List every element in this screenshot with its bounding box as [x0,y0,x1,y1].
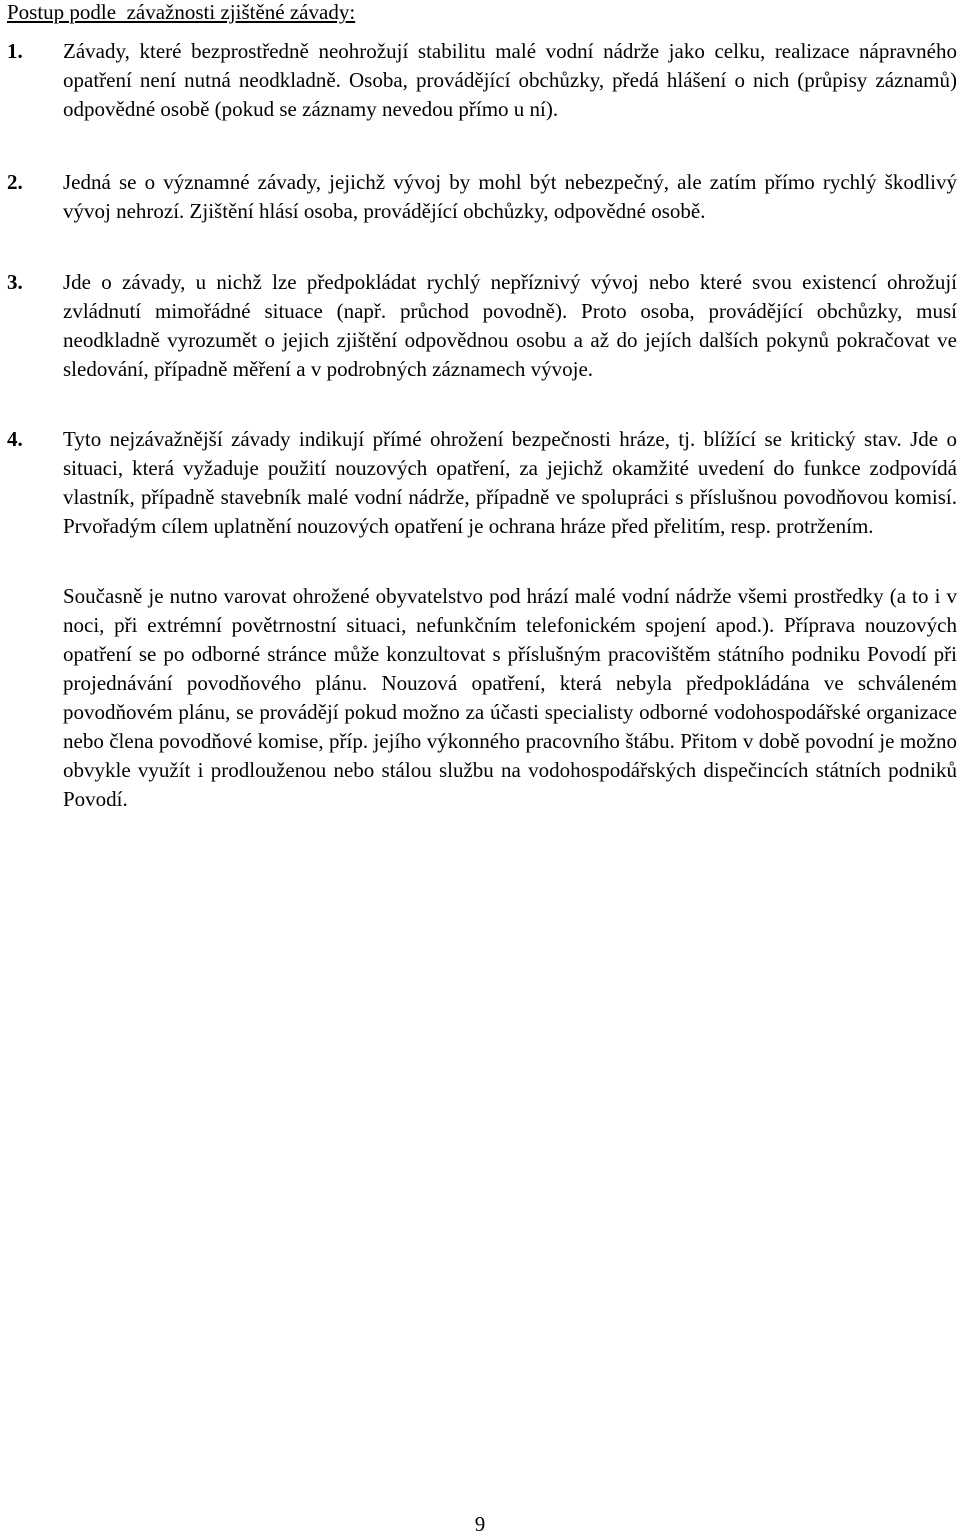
list-item-2 [0,168,957,226]
page-number: 9 [474,1512,486,1536]
list-item-number: 3. [7,270,23,294]
list-item-number: 1. [7,39,23,63]
list-item-text: Jedná se o významné závady, jejichž vývoj by mohl být nebezpečný, ale zatím přímo rychlý škodlivý vývoj nehrozí. Zjištění hlásí osoba, provádějící obchůzky, odpovědné osobě. [63,170,957,223]
body-paragraph: Současně je nutno varovat ohrožené obyvatelstvo pod hrází malé vodní nádrže všemi prostředky (a to i v noci, při extrémní povětrnostní situaci, nefunkčním telefonickém spojení apod.). Příprava nouzových opatření se po odborné stránce může konzultovat s příslušným pracovištěm státního podniku Povodí při projednávání povodňového plánu. Nouzová opatření, která nebyla předpokládána ve schváleném povodňovém plánu, se provádějí pokud možno za účasti specialisty odborné vodohospodářské organizace nebo člena povodňové komise, příp. jejího výkonného pracovního štábu. Přitom v době povodní je možno obvykle využít i prodlouženou nebo stálou službu na vodohospodářských dispečincích státních podniků Povodí. [63,584,957,811]
list-item-text: Závady, které bezprostředně neohrožují stabilitu malé vodní nádrže jako celku, realizace nápravného opatření není nutná neodkladně. Osoba, provádějící obchůzky, předá hlášení o nich (průpisy záznamů) odpovědné osobě (pokud se záznamy nevedou přímo u ní). [63,39,957,121]
list-item-1 [0,37,957,124]
list-item-text: Tyto nejzávažnější závady indikují přímé ohrožení bezpečnosti hráze, tj. blížící se kritický stav. Jde o situaci, která vyžaduje použití nouzových opatření, za jejichž okamžité uvedení do funkce zodpovídá vlastník, případně stavebník malé vodní nádrže, případně ve spolupráci s příslušnou povodňovou komisí. Prvořadým cílem uplatnění nouzových opatření je ochrana hráze před přelitím, resp. protržením. [63,427,957,538]
list-item-number: 2. [7,170,23,194]
list-item-4 [0,425,957,541]
section-heading: Postup podle závažnosti zjištěné závady: [7,0,356,24]
list-item-3 [0,268,957,384]
list-item-text: Jde o závady, u nichž lze předpokládat rychlý nepříznivý vývoj nebo které svou existencí ohrožují zvládnutí mimořádné situace (např. průchod povodně). Proto osoba, provádějící obchůzky, musí neodkladně vyrozumět o jejich zjištění odpovědnou osobu a až do jejích dalších pokynů pokračovat ve sledování, případně měření a v podrobných záznamech vývoje. [63,270,957,381]
list-item-number: 4. [7,427,23,451]
